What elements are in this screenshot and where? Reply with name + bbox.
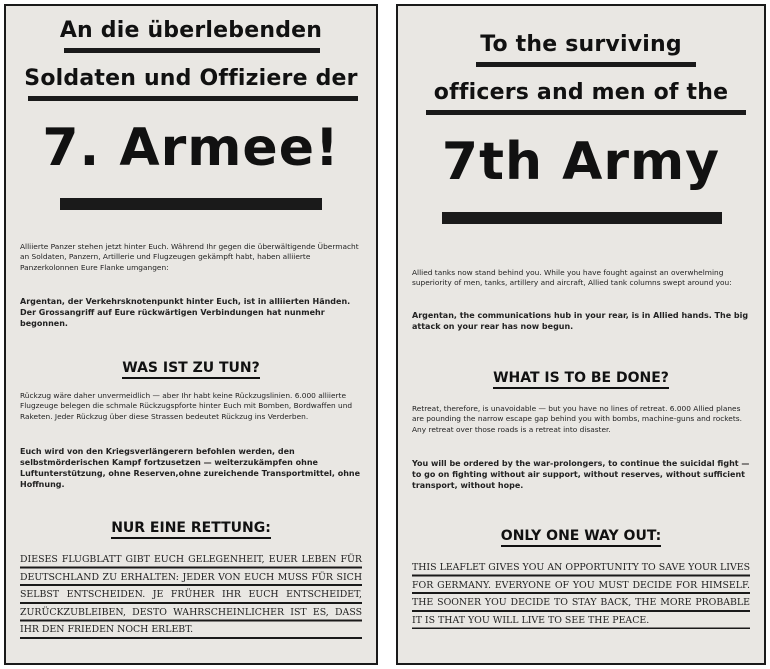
- english-section-heading-1: [398, 370, 764, 386]
- german-section-heading-2: [6, 520, 376, 536]
- german-leaflet: [4, 4, 378, 665]
- english-headline-line-1: To the surviving: [480, 32, 682, 57]
- german-army-title: 7. Armee!: [42, 118, 340, 178]
- german-paragraph-2: Argentan, der Verkehrsknotenpunkt hinter Euch, ist in alliierten Händen. Der Grossangriff auf Eure rückwärtigen Verbindungen hat nunmehr begonnen.: [20, 297, 351, 328]
- english-army-title: 7th Army: [441, 132, 721, 192]
- english-army-rule: [442, 212, 722, 224]
- english-final-message: THIS LEAFLET GIVES YOU AN OPPORTUNITY TO SAVE YOUR LIVES FOR GERMANY. EVERYONE OF YOU MUST DECIDE FOR HIMSELF. THE SOONER YOU DECIDE TO STAY BACK, THE MORE PROBABLE IT IS THAT YOU WILL LIVE TO SEE THE PEACE.: [412, 559, 750, 629]
- german-paragraph-4: Euch wird von den Kriegsverlängerern befohlen werden, den selbstmörderischen Kampf fortzusetzen — weiterzukämpfen ohne Luftunterstützung, ohne Reserven,ohne zureichende Transportmittel, ohne Hoffnung.: [20, 447, 361, 489]
- german-army-rule: [60, 198, 322, 210]
- german-paragraph-1: Alliierte Panzer stehen jetzt hinter Euch. Während Ihr gegen die überwältigende Übermacht an Soldaten, Panzern, Artillerie und Flugzeugen gekämpft habt, haben alliierte Panzerkolonnen Eure Flanke umgangen:: [20, 242, 359, 272]
- german-section-heading-1-text: WAS IST ZU TUN?: [122, 360, 259, 379]
- german-section-heading-2-text: NUR EINE RETTUNG:: [111, 520, 271, 539]
- english-paragraph-2: Argentan, the communications hub in your rear, is in Allied hands. The big attack on your rear has now begun.: [412, 311, 749, 331]
- english-paragraph-3: Retreat, therefore, is unavoidable — but you have no lines of retreat. 6.000 Allied planes are pounding the narrow escape gap behind you with bombs, machine-guns and rockets. Any retreat over those roads is a retreat into disaster.: [412, 404, 742, 434]
- english-section-heading-2-text: ONLY ONE WAY OUT:: [501, 528, 661, 547]
- german-final-message: DIESES FLUGBLATT GIBT EUCH GELEGENHEIT, EUER LEBEN FÜR DEUTSCHLAND ZU ERHALTEN: JEDER VON EUCH MUSS FÜR SICH SELBST ENTSCHEIDEN. JE FRÜHER IHR EUCH ENTSCHEIDET, ZURÜCKZUBLEIBEN, DESTO WAHRSCHEINLICHER IST ES, DASS IHR DEN FRIEDEN NOCH ERLEBT.: [20, 551, 362, 639]
- german-paragraph-3: Rückzug wäre daher unvermeidlich — aber Ihr habt keine Rückzugslinien. 6.000 alliierte Flugzeuge belegen die schmale Rückzugspforte hinter Euch mit Bomben, Bordwaffen und Raketen. Jeder Rückzug über diese Strassen bedeutet Rückzug ins Verderben.: [20, 391, 353, 421]
- german-headline-rule-2: [28, 96, 358, 101]
- german-section-heading-1: [6, 360, 376, 376]
- english-headline-rule-2: [426, 110, 746, 115]
- german-headline-rule-1: [64, 48, 320, 53]
- english-leaflet: [396, 4, 766, 665]
- english-section-heading-1-text: WHAT IS TO BE DONE?: [493, 370, 669, 389]
- english-headline-line-2: officers and men of the: [433, 80, 729, 105]
- german-headline-line-1: An die überlebenden: [59, 18, 323, 43]
- english-paragraph-1: Allied tanks now stand behind you. While you have fought against an overwhelming superiority of men, tanks, artillery and aircraft, Allied tank columns swept around you:: [412, 268, 732, 288]
- english-paragraph-4: You will be ordered by the war-prolongers, to continue the suicidal fight — to go on fighting without air support, without reserves, without sufficient transport, without hope.: [412, 459, 750, 490]
- english-section-heading-2: [398, 528, 764, 544]
- english-headline-rule-1: [476, 62, 696, 67]
- german-headline-line-2: Soldaten und Offiziere der: [24, 66, 358, 91]
